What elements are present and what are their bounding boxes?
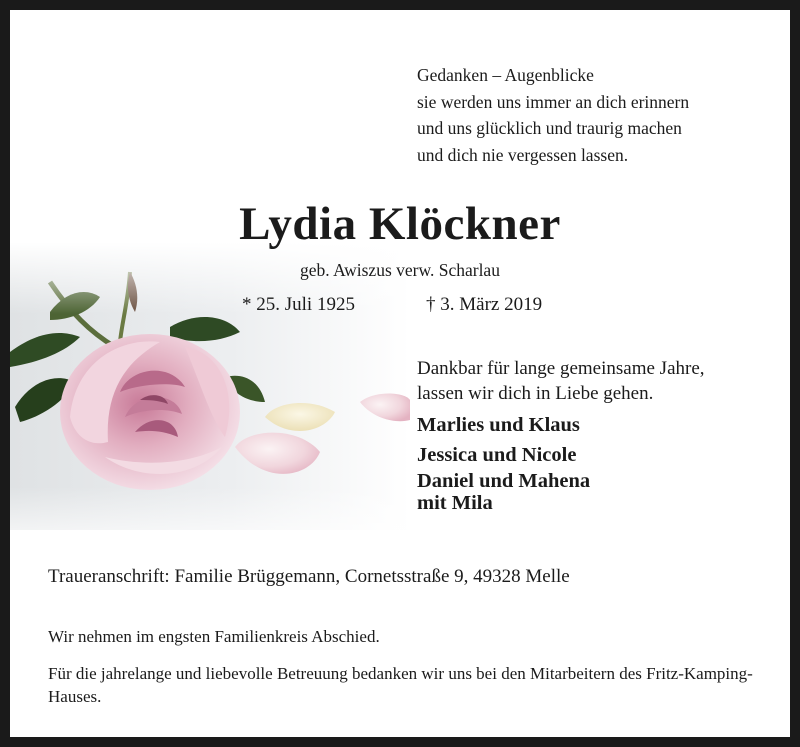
rose-image bbox=[10, 242, 410, 530]
poem-line: sie werden uns immer an dich erinnern bbox=[417, 91, 690, 112]
poem bbox=[417, 62, 689, 168]
mourner-name: Jessica und Nicole bbox=[417, 444, 577, 466]
poem-line: und dich nie vergessen lassen. bbox=[417, 144, 629, 165]
mourners-intro bbox=[417, 356, 705, 406]
mourner-name: Marlies und Klaus bbox=[417, 414, 580, 436]
deceased-name: Lydia Klöckner bbox=[239, 198, 561, 250]
mourners-list bbox=[417, 410, 590, 514]
obituary-card bbox=[10, 10, 790, 737]
poem-line: und uns glücklich und traurig machen bbox=[417, 118, 682, 138]
farewell-note: Wir nehmen im engsten Familienkreis Abschied. bbox=[48, 627, 380, 646]
birth-date: * 25. Juli 1925 bbox=[242, 294, 355, 315]
death-date: † 3. März 2019 bbox=[426, 294, 543, 315]
mourning-address: Traueranschrift: Familie Brüggemann, Cornetsstraße 9, 49328 Melle bbox=[48, 566, 570, 587]
mourner-name: mit Mila bbox=[417, 492, 493, 514]
maiden-name: geb. Awiszus verw. Scharlau bbox=[300, 260, 500, 280]
poem-line: Gedanken – Augenblicke bbox=[417, 65, 594, 85]
gratitude-note: Für die jahrelange und liebevolle Betreuung bedanken wir uns bei den Mitarbeitern des Fritz-Kamping-Hauses. bbox=[48, 664, 753, 706]
mourner-name: Daniel und Mahena bbox=[417, 470, 591, 492]
intro-line: Dankbar für lange gemeinsame Jahre, bbox=[417, 358, 705, 379]
intro-line: lassen wir dich in Liebe gehen. bbox=[417, 383, 654, 404]
